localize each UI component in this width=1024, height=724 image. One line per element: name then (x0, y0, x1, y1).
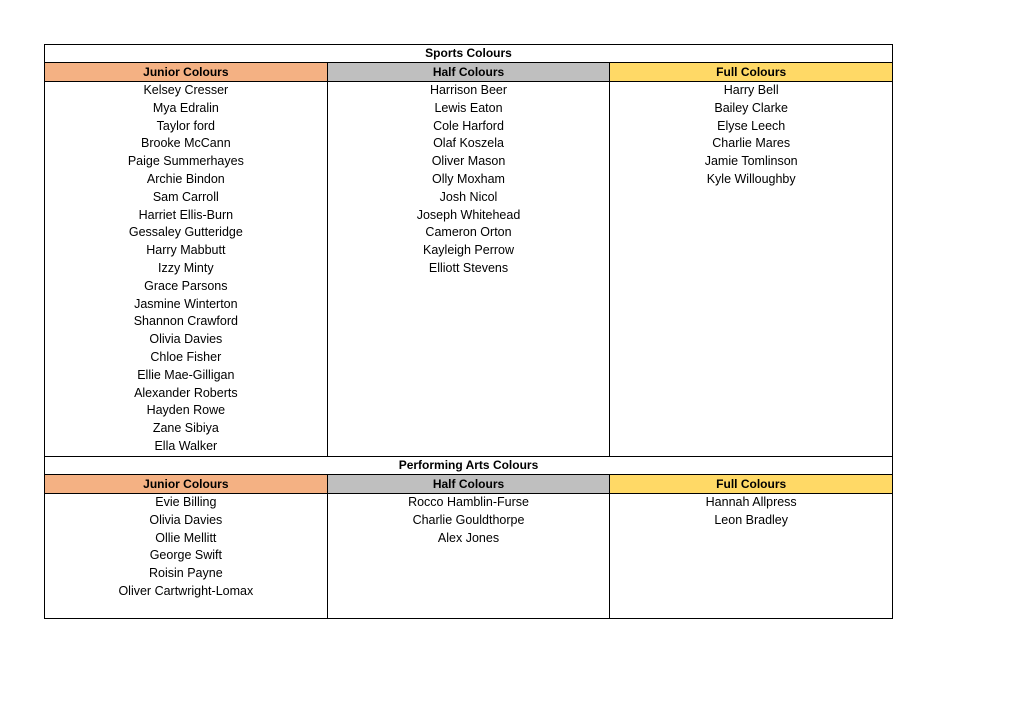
name-entry: Jamie Tomlinson (704, 154, 798, 169)
colours-table (44, 44, 893, 619)
name-entry: Zane Sibiya (152, 421, 219, 436)
sports-body-row (45, 82, 892, 457)
arts-header-row (45, 475, 892, 494)
name-entry: Lewis Eaton (434, 100, 503, 115)
name-entry: George Swift (149, 548, 222, 563)
sports-half-header: Half Colours (327, 63, 610, 81)
name-entry: Charlie Mares (712, 136, 791, 151)
sports-full-list (609, 82, 892, 456)
arts-body-row (45, 494, 892, 618)
name-entry: Jasmine Winterton (134, 296, 238, 311)
name-entry: Oliver Mason (431, 154, 506, 169)
name-entry: Izzy Minty (158, 260, 214, 275)
name-entry: Kayleigh Perrow (423, 243, 515, 258)
name-entry: Cameron Orton (425, 225, 512, 240)
name-entry: Joseph Whitehead (416, 207, 521, 222)
name-entry: Paige Summerhayes (127, 154, 244, 169)
name-entry: Olly Moxham (432, 171, 505, 186)
name-entry: Charlie Gouldthorpe (412, 512, 525, 527)
name-entry: Grace Parsons (144, 278, 228, 293)
name-entry: Ella Walker (154, 438, 218, 453)
name-entry: Archie Bindon (146, 171, 225, 186)
name-entry: Elliott Stevens (428, 260, 509, 275)
arts-junior-header: Junior Colours (45, 475, 327, 493)
name-entry: Gessaley Gutteridge (128, 225, 243, 240)
name-entry: Harriet Ellis-Burn (138, 207, 234, 222)
arts-junior-list (45, 494, 327, 618)
name-entry: Hayden Rowe (146, 403, 226, 418)
name-entry: Josh Nicol (439, 189, 498, 204)
name-entry: Roisin Payne (149, 566, 223, 581)
name-entry: Leon Bradley (714, 512, 789, 527)
name-entry: Olivia Davies (149, 332, 223, 347)
name-entry: Shannon Crawford (133, 314, 238, 329)
arts-full-header: Full Colours (609, 475, 892, 493)
name-entry: Evie Billing (155, 495, 217, 509)
name-entry: Mya Edralin (152, 100, 219, 115)
name-entry: Hannah Allpress (705, 495, 797, 509)
name-entry: Oliver Cartwright-Lomax (118, 583, 254, 598)
sports-junior-list (45, 82, 327, 456)
name-entry: Bailey Clarke (714, 100, 788, 115)
name-entry: Harrison Beer (429, 83, 508, 97)
arts-half-list (327, 494, 610, 618)
arts-section-title: Performing Arts Colours (45, 457, 892, 475)
name-entry: Harry Bell (723, 83, 779, 97)
name-entry: Rocco Hamblin-Furse (408, 495, 529, 509)
name-entry: Kyle Willoughby (706, 171, 796, 186)
sports-full-header: Full Colours (609, 63, 892, 81)
name-entry: Ellie Mae-Gilligan (137, 367, 235, 382)
sports-section-title: Sports Colours (45, 45, 892, 63)
name-entry: Olaf Koszela (433, 136, 504, 151)
name-entry: Brooke McCann (141, 136, 231, 151)
name-entry: Alex Jones (437, 530, 500, 545)
sports-header-row (45, 63, 892, 82)
sports-half-list (327, 82, 610, 456)
name-entry: Olivia Davies (149, 512, 223, 527)
name-entry: Cole Harford (433, 118, 504, 133)
name-entry: Ollie Mellitt (155, 530, 217, 545)
name-entry: Harry Mabbutt (146, 243, 226, 258)
arts-half-header: Half Colours (327, 475, 610, 493)
name-entry: Chloe Fisher (150, 349, 222, 364)
arts-full-list (609, 494, 892, 618)
name-entry: Kelsey Cresser (143, 83, 229, 97)
name-entry: Sam Carroll (152, 189, 219, 204)
sports-junior-header: Junior Colours (45, 63, 327, 81)
name-entry: Alexander Roberts (134, 385, 238, 400)
name-entry: Taylor ford (156, 118, 216, 133)
name-entry: Elyse Leech (717, 118, 786, 133)
